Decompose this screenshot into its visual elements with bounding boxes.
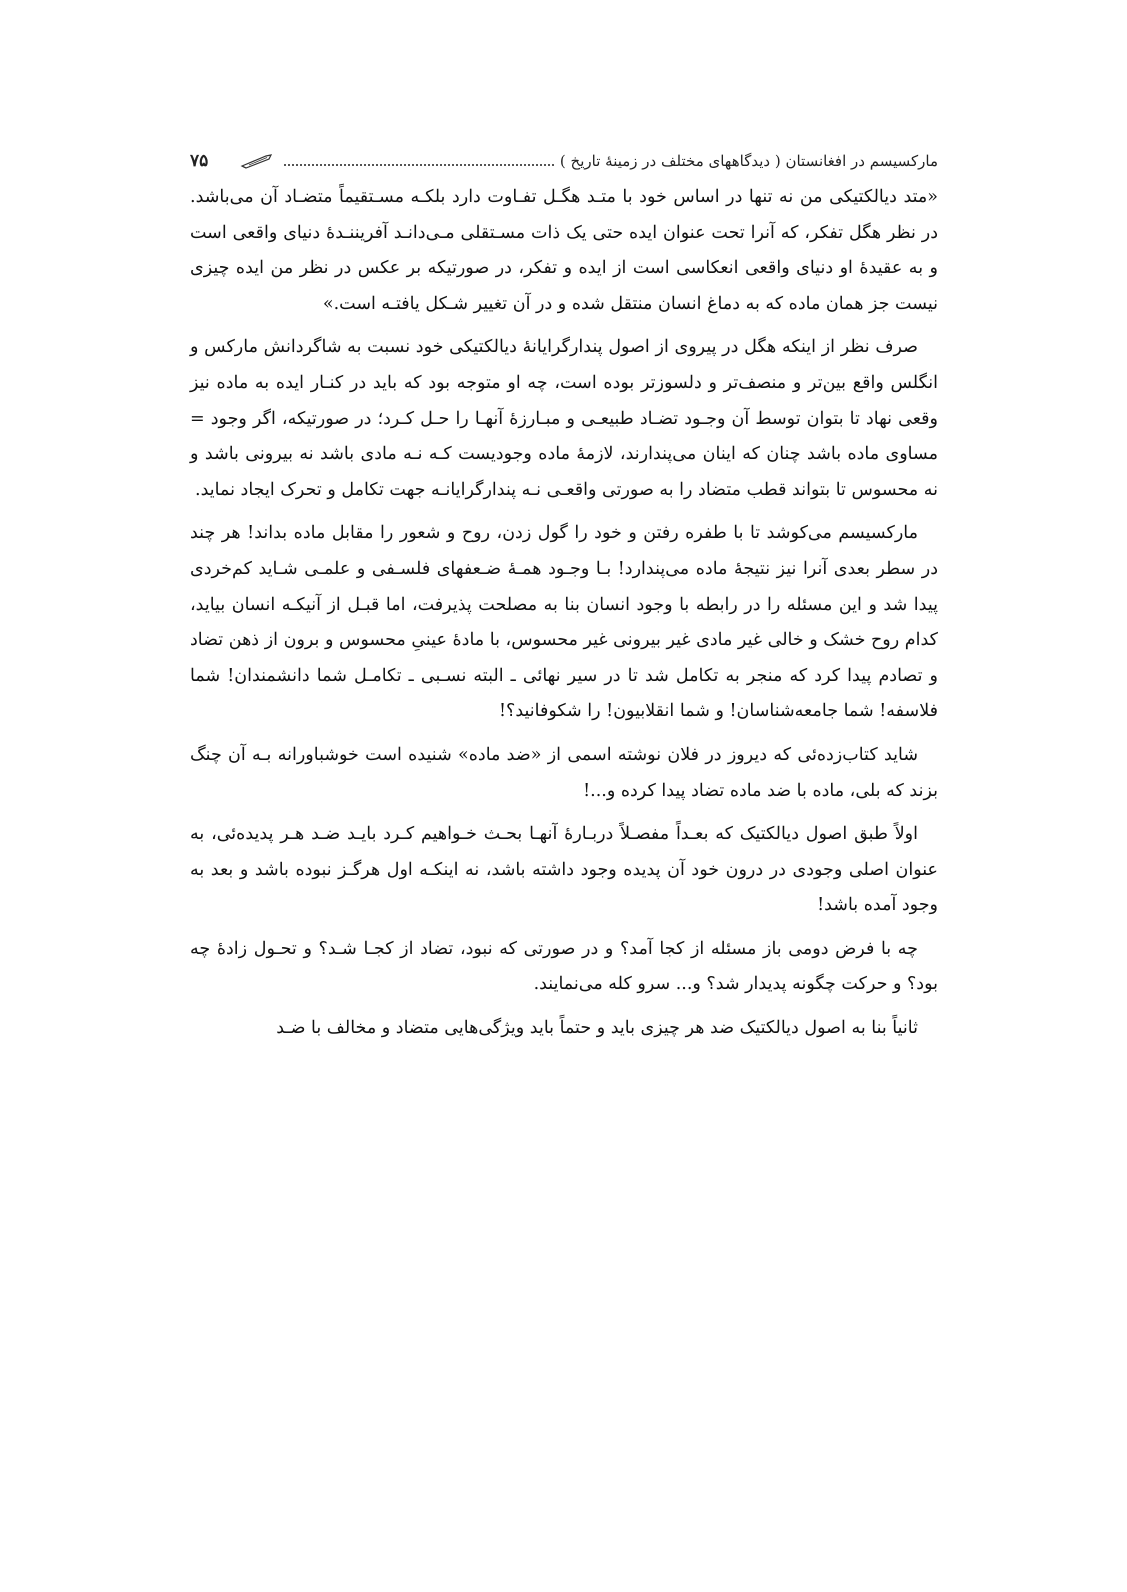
paragraph-quote: «متد دیالکتیکی من نه تنها در اساس خود با متـد هگـل تفـاوت دارد بلکـه مسـتقیماً متضـاد آن می‌باشد. در نظر هگل تفکر، که آنرا تحت عنوان ایده حتی یک ذات مسـتقلی مـی‌دانـد آفریننـدهٔ دنیای واقعی است و به عقیدهٔ او دنیای واقعی انعکاسی است از ایده و تفکر، در صورتیکه بر عکس در نظر من ایده چیزی نیست جز همان ماده که به دماغ انسان منتقل شده و در آن تغییر شـکل یافتـه است.»	[190, 187, 938, 314]
running-title: مارکسیسم در افغانستان ( دیدگاههای مختلف در زمینهٔ تاریخ )	[559, 152, 938, 170]
page-header	[190, 146, 938, 176]
paragraph: صرف نظر از اینکه هگل در پیروی از اصول پندارگرایانهٔ دیالکتیکی خود نسبت به شاگردانش مارکس و انگلس واقع بین‌تر و منصف‌تر و دلسوزتر بوده است، چه او متوجه بود که باید در کنـار ایده به ماده نیز وقعی نهاد تا بتوان توسط آن وجـود تضـاد طبیعـی و مبـارزهٔ آنهـا را حـل کـرد؛ در صورتیکه، اگر وجود = مساوی ماده باشد چنان که اینان می‌پندارند، لازمهٔ ماده وجودیست کـه نـه مادی باشد نه بیرونی باشد و نه محسوس تا بتواند قطب متضاد را به صورتی واقعـی نـه پندارگرایانـه جهت تکامل و تحرک ایجاد نماید.	[190, 337, 938, 500]
body-text	[190, 180, 938, 1055]
paragraph: شاید کتاب‌زده‌ئی که دیروز در فلان نوشته اسمی از «ضد ماده» شنیده است خوشباورانه بـه آن چنگ بزند که بلی، ماده با ضد ماده تضاد پیدا کرده و...!	[190, 744, 938, 801]
paragraph: اولاً طبق اصول دیالکتیک که بعـداً مفصـلاً دربـارهٔ آنهـا بحـث خـواهیم کـرد بایـد ضـد هـر پدیده‌ئی، به عنوان اصلی وجودی در درون خود آن پدیده وجود داشته باشد، نه اینکـه اول هرگـز نبوده باشد و بعد به وجود آمده باشد!	[190, 824, 938, 916]
paragraph: مارکسیسم می‌کوشد تا با طفره رفتن و خود را گول زدن، روح و شعور را مقابل ماده بداند! هر چند در سطر بعدی آنرا نیز نتیجهٔ ماده می‌پندارد! بـا وجـود همـهٔ ضـعفهای فلسـفی و علمـی شـاید کم‌خردی پیدا شد و این مسئله را در رابطه با وجود انسان بنا به مصلحت پذیرفت، اما قبـل از آنیکـه انسان بیاید، کدام روح خشک و خالی غیر مادی غیر بیرونی غیر محسوس، با مادهٔ عینیِ محسوس و برون از ذهن تضاد و تصادم پیدا کرد که منجر به تکامل شد تا در سیر نهائی ـ البته نسـبی ـ تکامـل شما دانشمندان! شما فلاسفه! شما جامعه‌شناسان! و شما انقلابیون! را شکوفانید؟!	[190, 523, 938, 722]
page-number: ۷۵	[190, 151, 209, 171]
paragraph: ثانیاً بنا به اصول دیالکتیک ضد هر چیزی باید و حتماً باید ویژگی‌هایی متضاد و مخالف با ضـد	[276, 1018, 918, 1039]
pen-icon	[240, 153, 274, 169]
paragraph: چه با فرض دومی باز مسئله از کجا آمد؟ و در صورتی که نبود، تضاد از کجـا شـد؟ و تحـول زادهٔ چه بود؟ و حرکت چگونه پدیدار شد؟ و... سرو کله می‌نمایند.	[190, 938, 938, 995]
header-dot-leader	[284, 164, 554, 166]
